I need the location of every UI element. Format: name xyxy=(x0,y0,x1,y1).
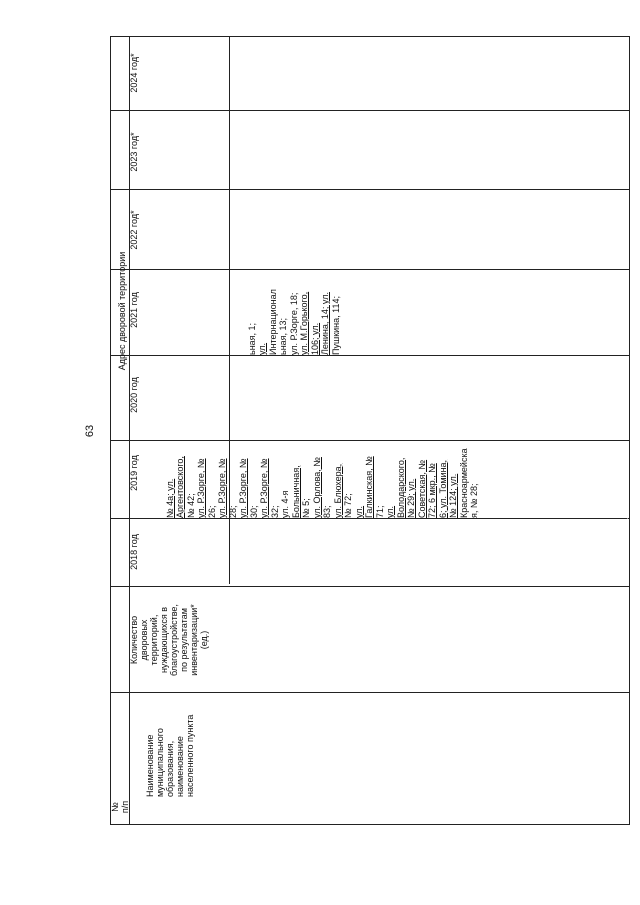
col-divider xyxy=(111,189,629,190)
header-municipality: Наименование муниципального образования, наименование населенного пункта xyxy=(145,714,195,797)
cell-2020-addresses xyxy=(154,432,479,518)
address-line: Пушкина, 114; xyxy=(330,296,341,355)
address-line: ул. М.Горького, xyxy=(299,291,309,355)
col-divider xyxy=(111,110,629,111)
address-line: ул. Р.Зорге, № xyxy=(238,458,248,518)
address-line: 72; 6 мкр., № xyxy=(427,463,437,518)
cell-2021-addresses xyxy=(236,267,341,355)
address-line: Советская, № xyxy=(416,459,427,518)
address-line: Володарского, xyxy=(395,457,406,518)
address-line: ул. xyxy=(353,505,364,518)
header-count: Количество дворовых территорий, нуждающихся в благоустройстве, по результатам инвентаризации* (ед.) xyxy=(129,604,209,676)
address-line: 30; xyxy=(248,505,259,518)
address-line: ул. Р.Зорге, 18; xyxy=(288,292,299,355)
address-line: ул. Р.Зорге, № xyxy=(259,458,269,518)
address-line: Аргентовского, xyxy=(175,456,185,518)
address-line: № 4а; ул. xyxy=(164,478,175,518)
address-line: ул. xyxy=(257,342,267,355)
address-line: Интернационал xyxy=(267,289,278,355)
address-line: 106; ул. xyxy=(309,322,320,355)
header-year-2019: 2019 год xyxy=(129,455,139,491)
address-line: 6; ул. Томина, xyxy=(437,459,448,518)
col-divider xyxy=(111,355,629,356)
address-line: ул. 4-я xyxy=(280,490,290,518)
address-line: № 72; xyxy=(343,493,353,518)
address-line: 83; xyxy=(322,505,332,518)
header-num: № п/п xyxy=(110,800,130,814)
address-line: № 124; ул. xyxy=(448,473,458,518)
col-divider xyxy=(111,269,629,270)
address-line: ул. xyxy=(385,505,395,518)
col-divider xyxy=(111,518,629,519)
header-year-2020: 2020 год xyxy=(129,377,139,413)
address-line: ул. Р.Зорге, № xyxy=(196,458,206,518)
header-year-2018: 2018 год xyxy=(129,534,139,570)
page-number: 63 xyxy=(84,424,96,438)
address-line: ул. Блюхера, xyxy=(332,463,343,518)
address-line: 32; xyxy=(269,505,280,518)
header-year-2022: 2022 год* xyxy=(129,210,139,250)
address-line: 26; xyxy=(206,505,217,518)
address-line: Ленина, 14; ул. xyxy=(320,292,330,355)
address-line: ьная, 1; xyxy=(246,322,257,355)
address-line: № 42; xyxy=(185,493,196,518)
address-line: ул. Р.Зорге, № xyxy=(217,458,227,518)
address-line: я, № 28; xyxy=(469,483,479,518)
header-year-2021: 2021 год xyxy=(129,292,139,328)
address-line: ьная, 13; xyxy=(278,317,288,355)
header-year-2023: 2023 год* xyxy=(129,132,139,172)
address-line: № 29; ул. xyxy=(406,478,416,518)
address-line: 28; xyxy=(227,505,238,518)
address-line: ул. Орлова, № xyxy=(311,457,322,518)
header-year-2024: 2024 год* xyxy=(129,53,139,93)
address-line: Галкинская, № xyxy=(364,456,374,518)
address-line: Красноармейска xyxy=(458,448,469,518)
address-line: № 5; xyxy=(301,498,311,518)
address-line: Больничная, xyxy=(290,465,301,518)
scan-speck xyxy=(627,518,628,519)
header-address-group: Адрес дворовой территории xyxy=(117,251,127,371)
address-line: 71; xyxy=(374,505,385,518)
